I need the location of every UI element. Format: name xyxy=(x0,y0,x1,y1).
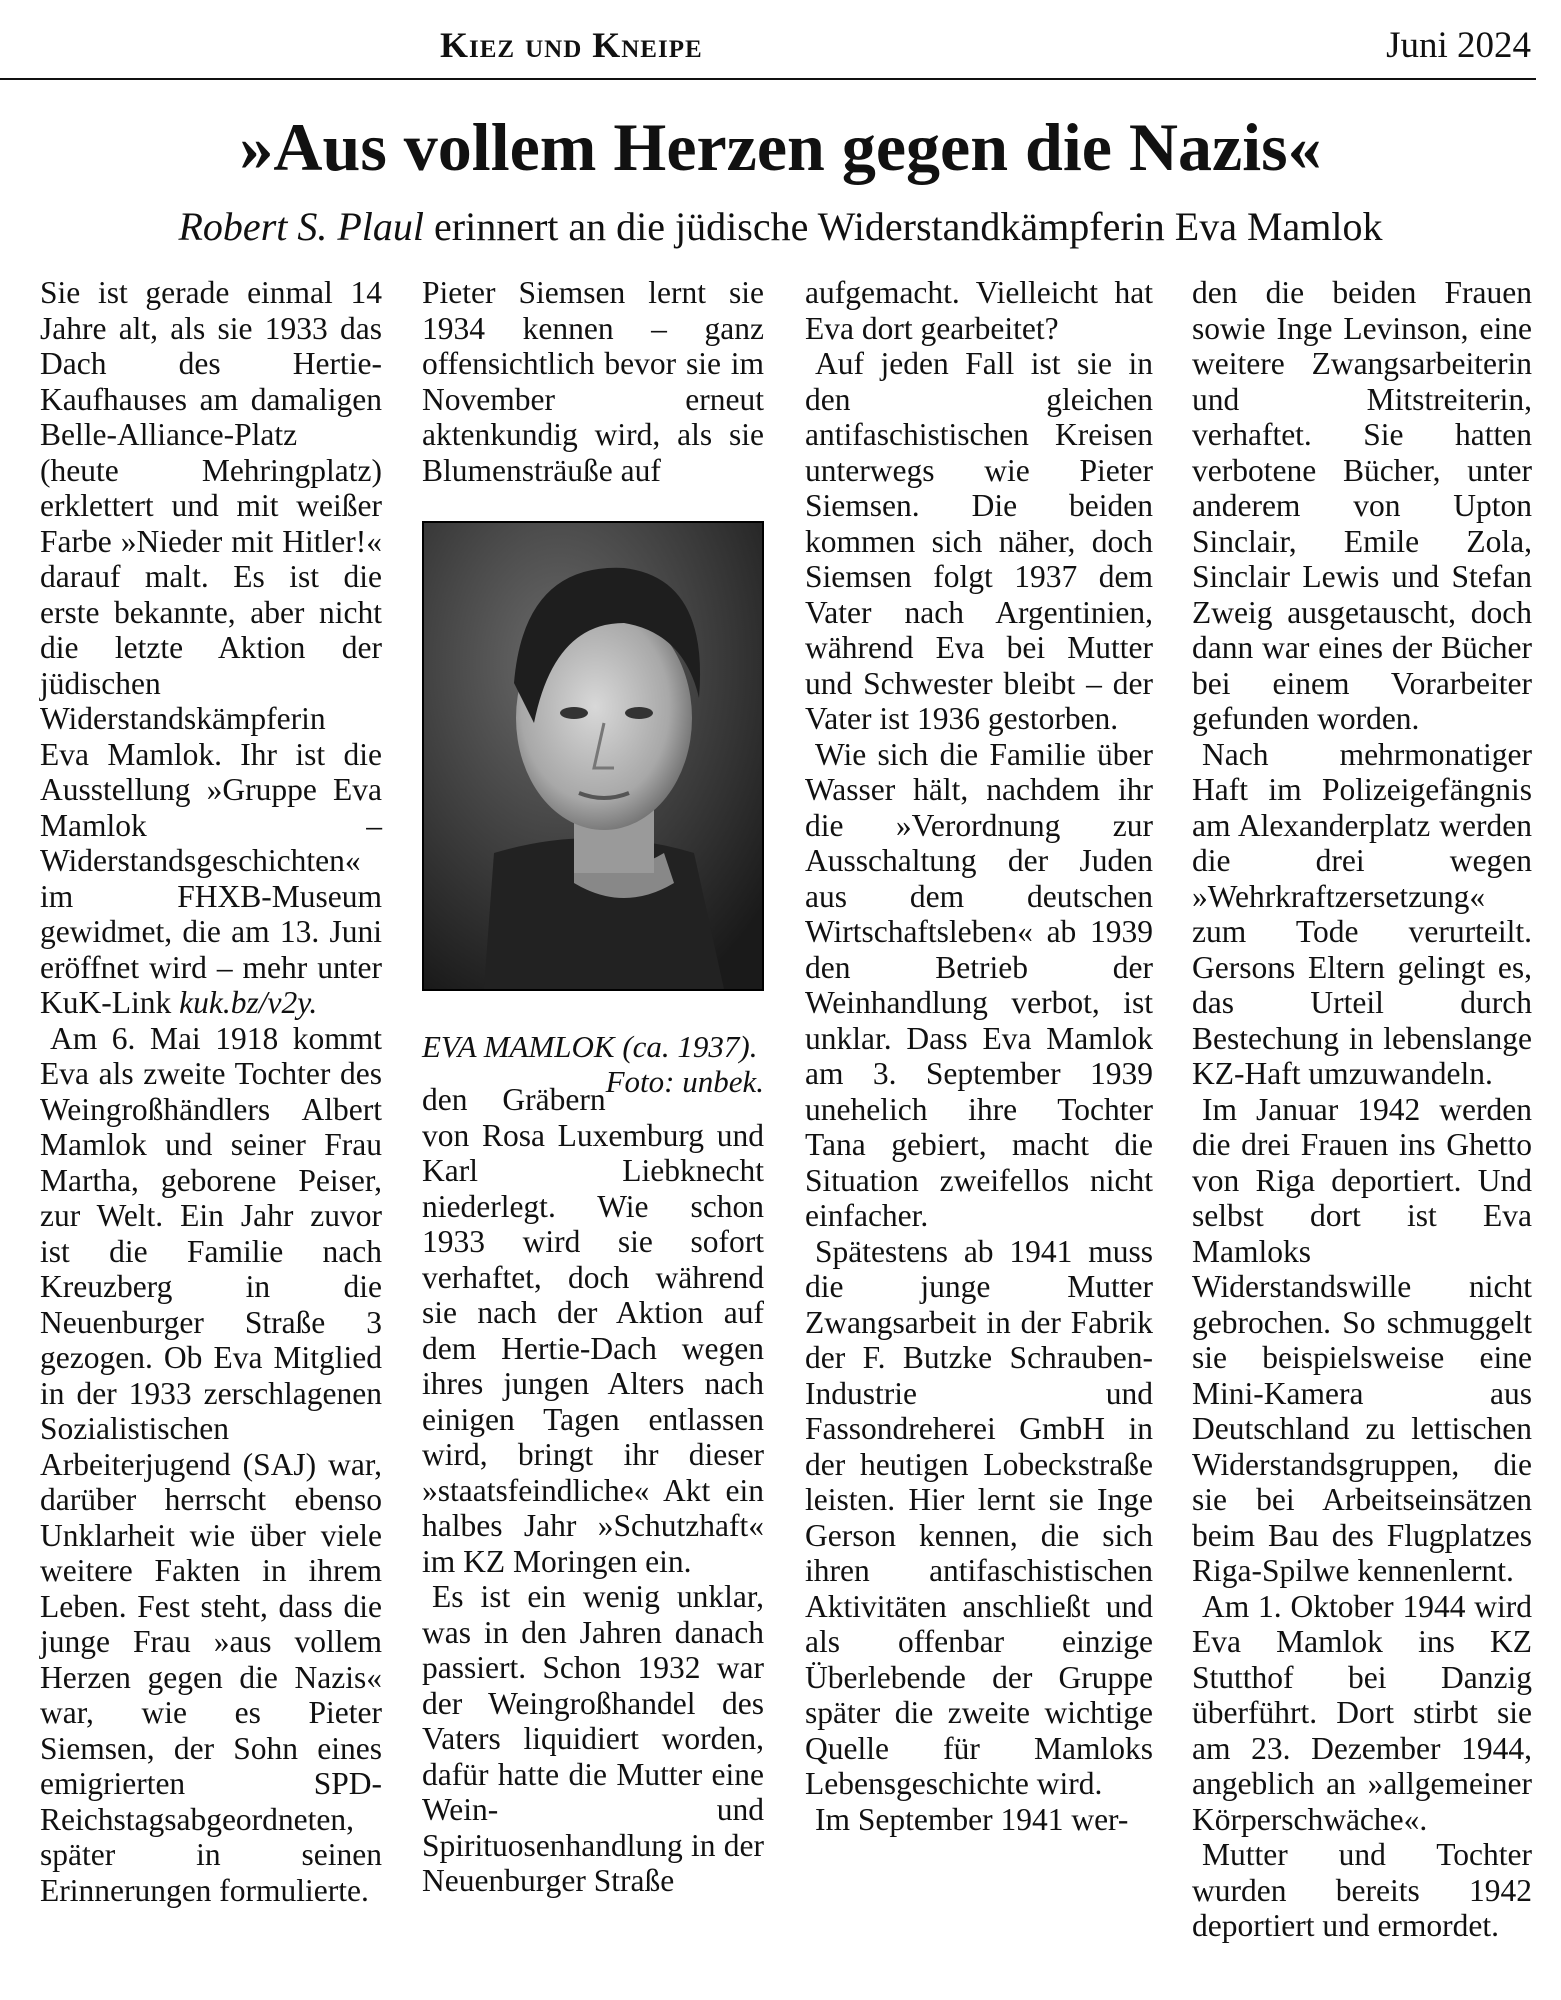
subline-text: erinnert an die jüdische Widerstandkämpferin Eva Mamlok xyxy=(424,204,1383,249)
paragraph: Nach mehrmonatiger Haft im Polizeigefängnis am Alexanderplatz werden die drei wegen »Wehrkraftzersetzung« zum Tode verurteilt. Gersons Eltern gelingt es, das Urteil durch Bestechung in lebenslange KZ-Haft umzuwandeln. xyxy=(1192,736,1532,1091)
column-2-continued xyxy=(422,1082,764,1899)
paragraph: aufgemacht. Vielleicht hat Eva dort gearbeitet? xyxy=(805,275,1153,346)
paragraph: Pieter Siemsen lernt sie 1934 kennen – ganz offensichtlich bevor sie im November erneut aktenkundig wird, als sie Blumensträuße auf xyxy=(422,275,764,488)
paragraph: Am 6. Mai 1918 kommt Eva als zweite Tochter des Weingroßhändlers Albert Mamlok und seiner Frau Martha, geborene Peiser, zur Welt. Ein Jahr zuvor ist die Familie nach Kreuzberg in die Neuenburger Straße 3 gezogen. Ob Eva Mitglied in der 1933 zerschlagenen Sozialistischen Arbeiterjugend (SAJ) war, darüber herrscht ebenso Unklarheit wie über viele weitere Fakten in ihrem Leben. Fest steht, dass die junge Frau »aus vollem Herzen gegen die Nazis« war, wie es Pieter Siemsen, der Sohn eines emigrierten SPD-Reichstagsabgeordneten, später in seinen Erinnerungen formulierte. xyxy=(40,1020,382,1908)
column-3 xyxy=(805,275,1153,1975)
paragraph: Mutter und Tochter wurden bereits 1942 deportiert und ermordet. xyxy=(1192,1837,1532,1943)
portrait-photo xyxy=(422,521,764,991)
photo-caption xyxy=(422,1029,764,1099)
paragraph: Spätestens ab 1941 muss die junge Mutter Zwangsarbeit in der Fabrik der F. Butzke Schrauben-Industrie und Fassondreherei GmbH in der heutigen Lobeckstraße leisten. Hier lernt sie Inge Gerson kennen, die sich ihren antifaschistischen Aktivitäten anschließt und als offenbar einzige Überlebende der Gruppe später die zweite wichtige Quelle für Mamloks Lebensgeschichte wird. xyxy=(805,1233,1153,1801)
column-4 xyxy=(1192,275,1532,1975)
paragraph: den Gräbern von Rosa Luxemburg und Karl Liebknecht niederlegt. Wie schon 1933 wird sie sofort verhaftet, doch während sie nach der Aktion auf dem Hertie-Dach wegen ihres jungen Alters nach einigen Tagen entlassen wird, bringt ihr dieser »staatsfeindliche« Akt ein halbes Jahr »Schutzhaft« im KZ Moringen ein. xyxy=(422,1082,764,1579)
article-subline xyxy=(0,205,1561,249)
paragraph: Am 1. Oktober 1944 wird Eva Mamlok ins KZ Stutthof bei Danzig überführt. Dort stirbt sie am 23. Dezember 1944, angeblich an »allgemeiner Körperschwäche«. xyxy=(1192,1588,1532,1837)
paragraph: Im September 1941 wer- xyxy=(815,1801,1129,1837)
paragraph: Es ist ein wenig unklar, was in den Jahren danach passiert. Schon 1932 war der Weingroßhandel des Vaters liquidiert worden, dafür hatte die Mutter eine Wein- und Spirituosenhandlung in der Neuenburger Straße xyxy=(422,1579,764,1898)
column-2 xyxy=(422,275,764,1975)
paragraph xyxy=(40,275,382,1021)
column-1 xyxy=(40,275,382,1975)
paragraph: Wie sich die Familie über Wasser hält, nachdem ihr die »Verordnung zur Ausschaltung der Juden aus dem deutschen Wirtschaftsleben« ab 1939 den Betrieb der Weinhandlung verbot, ist unklar. Dass Eva Mamlok am 3. September 1939 unehelich ihre Tochter Tana gebiert, macht die Situation zweifellos nicht einfacher. xyxy=(805,736,1153,1233)
portrait-image xyxy=(424,523,762,989)
author-name: Robert S. Plaul xyxy=(178,204,425,249)
article-headline: »Aus vollem Herzen gegen die Nazis« xyxy=(239,109,1322,185)
issue-date: Juni 2024 xyxy=(1386,25,1531,66)
paragraph-text: Sie ist gerade einmal 14 Jahre alt, als sie 1933 das Dach des Hertie-Kaufhauses am damaligen Belle-Alliance-Platz (heute Mehringplatz) erklettert und mit weißer Farbe »Nieder mit Hitler!« darauf malt. Es ist die erste bekannte, aber nicht die letzte Aktion der jüdischen Widerstandskämpferin Eva Mamlok. Ihr ist die Ausstellung »Gruppe Eva Mamlok – Widerstandsgeschichten« im FHXB-Museum gewidmet, die am 13. Juni eröffnet wird – mehr unter KuK-Link xyxy=(40,275,382,1020)
page-header xyxy=(0,0,1561,80)
paragraph: den die beiden Frauen sowie Inge Levinson, eine weitere Zwangsarbeiterin und Mitstreiterin, verhaftet. Sie hatten verbotene Bücher, unter anderem von Upton Sinclair, Emile Zola, Sinclair Lewis und Stefan Zweig ausgetauscht, doch dann war eines der Bücher bei einem Vorarbeiter gefunden worden. xyxy=(1192,275,1532,736)
publication-name: Kiez und Kneipe xyxy=(440,25,703,65)
paragraph: Auf jeden Fall ist sie in den gleichen antifaschistischen Kreisen unterwegs wie Pieter Siemsen. Die beiden kommen sich näher, doch Siemsen folgt 1937 dem Vater nach Argentinien, während Eva bei Mutter und Schwester bleibt – der Vater ist 1936 gestorben. xyxy=(805,346,1153,736)
photo-credit: Foto: unbek. xyxy=(605,1064,764,1099)
kuk-link[interactable]: kuk.bz/v2y. xyxy=(179,985,318,1020)
header-rule xyxy=(0,78,1536,80)
paragraph: Im Januar 1942 werden die drei Frauen ins Ghetto von Riga deportiert. Und selbst dort ist Eva Mamloks Widerstandswille nicht gebrochen. So schmuggelt sie beispielsweise eine Mini-Kamera aus Deutschland zu lettischen Widerstandsgruppen, die sie bei Arbeitseinsätzen beim Bau des Flugplatzes Riga-Spilwe kennenlernt. xyxy=(1192,1091,1532,1588)
caption-text: EVA MAMLOK (ca. 1937). xyxy=(422,1029,758,1064)
